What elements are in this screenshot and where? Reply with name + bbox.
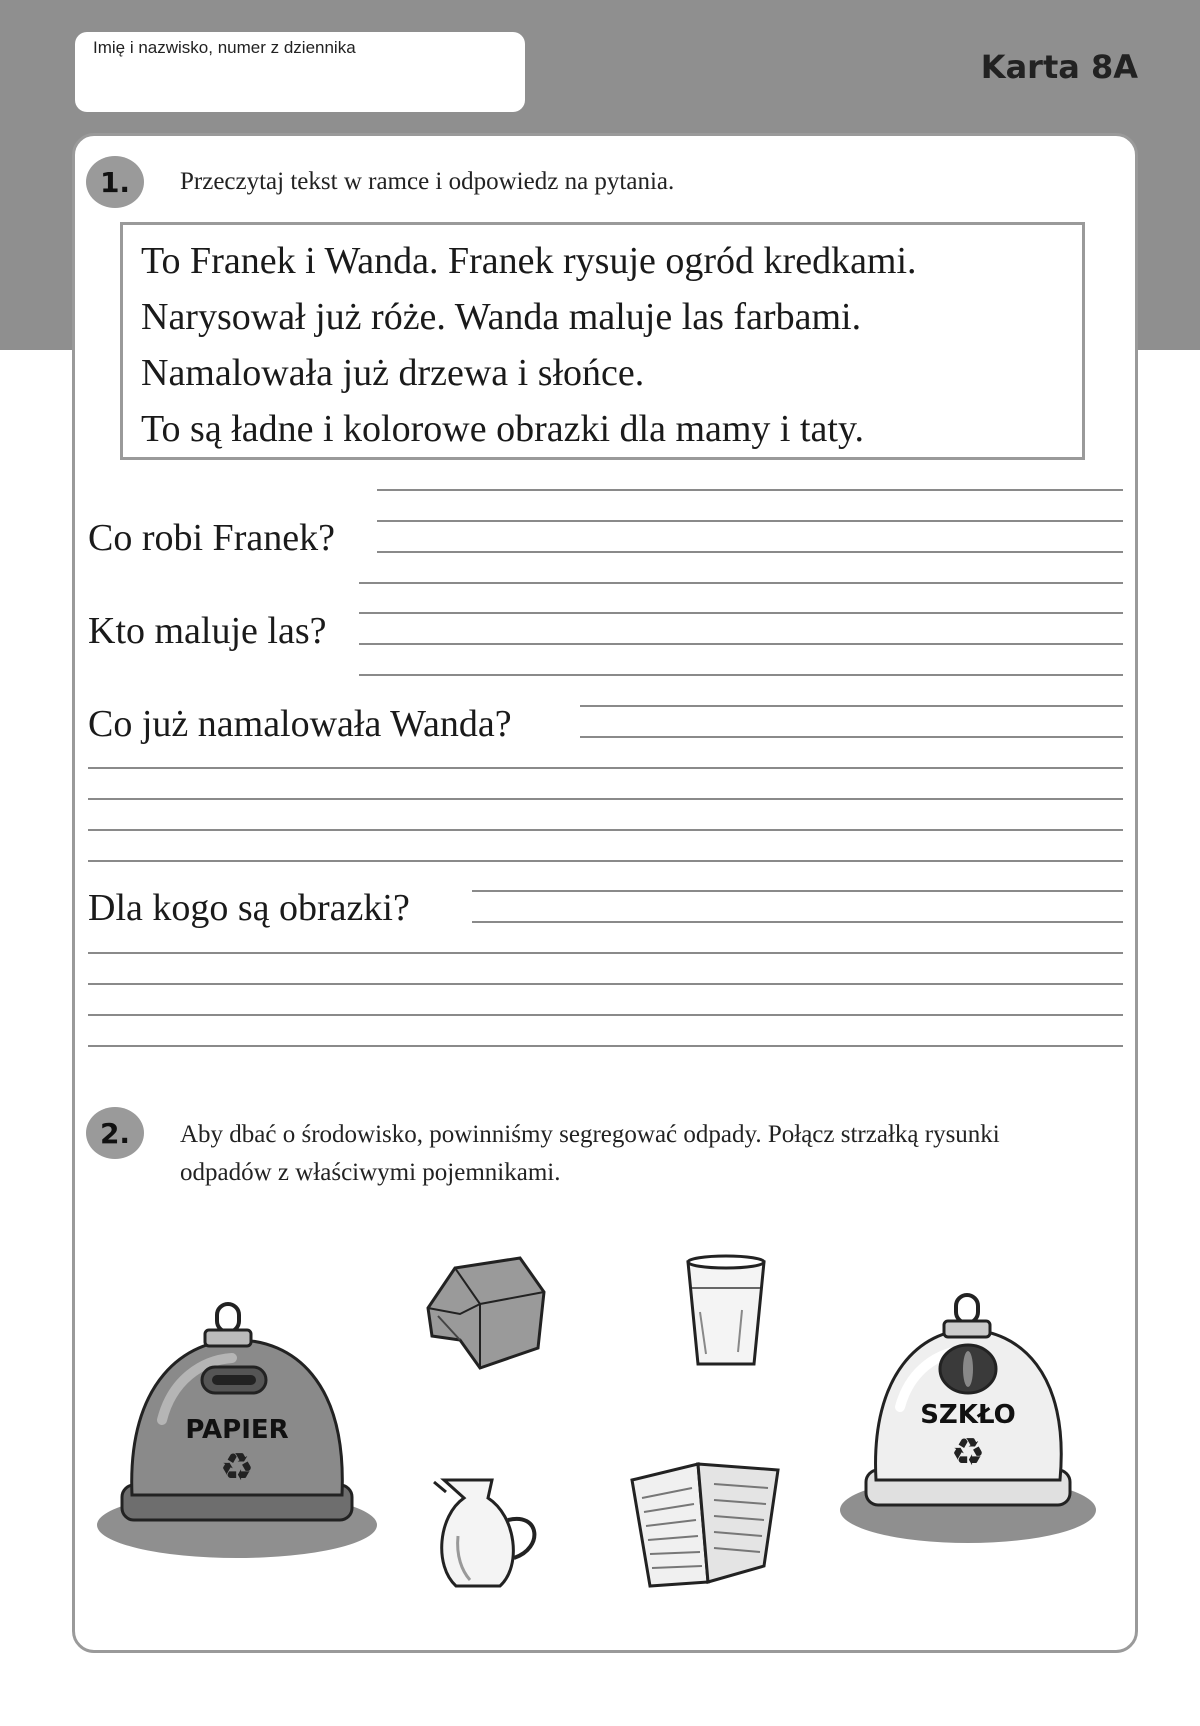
task-2-number: 2. xyxy=(86,1107,144,1159)
recycle-icon: ♻ xyxy=(950,1430,986,1474)
answer-line[interactable] xyxy=(359,643,1123,645)
question-3: Co już namalowała Wanda? xyxy=(88,703,512,745)
task-1-number: 1. xyxy=(86,156,144,208)
reading-text-line: Namalowała już drzewa i słońce. xyxy=(141,352,645,394)
answer-line[interactable] xyxy=(359,582,1123,584)
name-field-label: Imię i nazwisko, numer z dziennika xyxy=(93,38,356,57)
task-2-instruction-line-2: odpadów z właściwymi pojemnikami. xyxy=(180,1159,561,1186)
answer-line[interactable] xyxy=(472,921,1123,923)
answer-line[interactable] xyxy=(88,798,1123,800)
answer-line[interactable] xyxy=(88,1045,1123,1047)
answer-line[interactable] xyxy=(88,860,1123,862)
answer-line[interactable] xyxy=(359,612,1123,614)
name-field[interactable] xyxy=(75,32,525,112)
recycle-icon: ♻ xyxy=(219,1445,255,1489)
glass-bin[interactable] xyxy=(838,1292,1098,1552)
newspaper-icon[interactable] xyxy=(628,1458,784,1590)
paper-bin-label: PAPIER xyxy=(185,1415,289,1445)
reading-text-line: To Franek i Wanda. Franek rysuje ogród kredkami. xyxy=(141,240,917,282)
reading-text-line: To są ładne i kolorowe obrazki dla mamy i taty. xyxy=(141,408,865,450)
answer-line[interactable] xyxy=(580,736,1123,738)
glass-jug-icon[interactable] xyxy=(430,1476,550,1592)
question-4: Dla kogo są obrazki? xyxy=(88,887,410,929)
task-2-instruction-line-1: Aby dbać o środowisko, powinniśmy segregować odpady. Połącz strzałką rysunki xyxy=(180,1121,1000,1148)
answer-line[interactable] xyxy=(88,983,1123,985)
answer-line[interactable] xyxy=(377,520,1123,522)
answer-line[interactable] xyxy=(472,890,1123,892)
glass-bin-label: SZKŁO xyxy=(920,1400,1016,1430)
reading-text-box xyxy=(120,222,1085,460)
reading-text-line: Narysował już róże. Wanda maluje las farbami. xyxy=(141,296,862,338)
answer-line[interactable] xyxy=(88,1014,1123,1016)
drinking-glass-icon[interactable] xyxy=(682,1254,770,1370)
paper-bin[interactable] xyxy=(92,1300,382,1560)
question-1: Co robi Franek? xyxy=(88,517,335,559)
answer-line[interactable] xyxy=(359,674,1123,676)
answer-line[interactable] xyxy=(88,952,1123,954)
answer-line[interactable] xyxy=(88,829,1123,831)
answer-line[interactable] xyxy=(580,705,1123,707)
answer-line[interactable] xyxy=(377,551,1123,553)
answer-line[interactable] xyxy=(88,767,1123,769)
task-1-instruction: Przeczytaj tekst w ramce i odpowiedz na pytania. xyxy=(180,168,675,195)
answer-line[interactable] xyxy=(377,489,1123,491)
paper-bag-icon[interactable] xyxy=(420,1256,550,1370)
card-title: Karta 8A xyxy=(980,48,1138,86)
question-2: Kto maluje las? xyxy=(88,610,327,652)
